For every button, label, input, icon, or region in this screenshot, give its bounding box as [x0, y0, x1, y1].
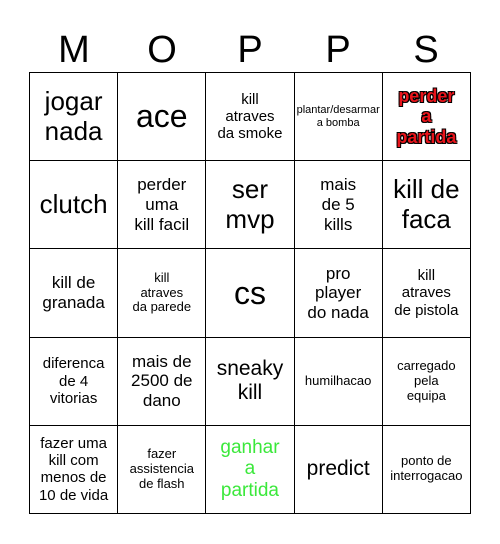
bingo-header: [30, 28, 470, 72]
bingo-cell[interactable]: sneaky kill: [206, 338, 294, 426]
bingo-cell[interactable]: pro player do nada: [295, 249, 383, 337]
bingo-cell[interactable]: cs: [206, 249, 294, 337]
bingo-cell[interactable]: plantar/desarmar a bomba: [295, 73, 383, 161]
bingo-cell[interactable]: clutch: [30, 161, 118, 249]
bingo-cell[interactable]: carregado pela equipa: [383, 338, 471, 426]
bingo-cell[interactable]: kill de granada: [30, 249, 118, 337]
bingo-cell[interactable]: kill atraves de pistola: [383, 249, 471, 337]
bingo-cell[interactable]: ser mvp: [206, 161, 294, 249]
header-letter-5: S: [413, 29, 439, 71]
bingo-cell[interactable]: perder uma kill facil: [118, 161, 206, 249]
bingo-cell[interactable]: diferenca de 4 vitorias: [30, 338, 118, 426]
bingo-cell[interactable]: ponto de interrogacao: [383, 426, 471, 514]
bingo-cell[interactable]: mais de 2500 de dano: [118, 338, 206, 426]
bingo-cell[interactable]: perder a partida: [383, 73, 471, 161]
bingo-board: [29, 72, 471, 514]
bingo-cell[interactable]: kill de faca: [383, 161, 471, 249]
header-letter-3: P: [237, 29, 263, 71]
bingo-cell[interactable]: predict: [295, 426, 383, 514]
bingo-cell[interactable]: kill atraves da smoke: [206, 73, 294, 161]
bingo-cell[interactable]: jogar nada: [30, 73, 118, 161]
bingo-cell[interactable]: kill atraves da parede: [118, 249, 206, 337]
header-letter-2: O: [147, 29, 177, 71]
bingo-cell[interactable]: fazer assistencia de flash: [118, 426, 206, 514]
header-letter-1: M: [58, 29, 90, 71]
bingo-cell[interactable]: ganhar a partida: [206, 426, 294, 514]
bingo-cell[interactable]: ace: [118, 73, 206, 161]
bingo-cell[interactable]: mais de 5 kills: [295, 161, 383, 249]
bingo-cell[interactable]: humilhacao: [295, 338, 383, 426]
header-letter-4: P: [325, 29, 351, 71]
bingo-cell[interactable]: fazer uma kill com menos de 10 de vida: [30, 426, 118, 514]
